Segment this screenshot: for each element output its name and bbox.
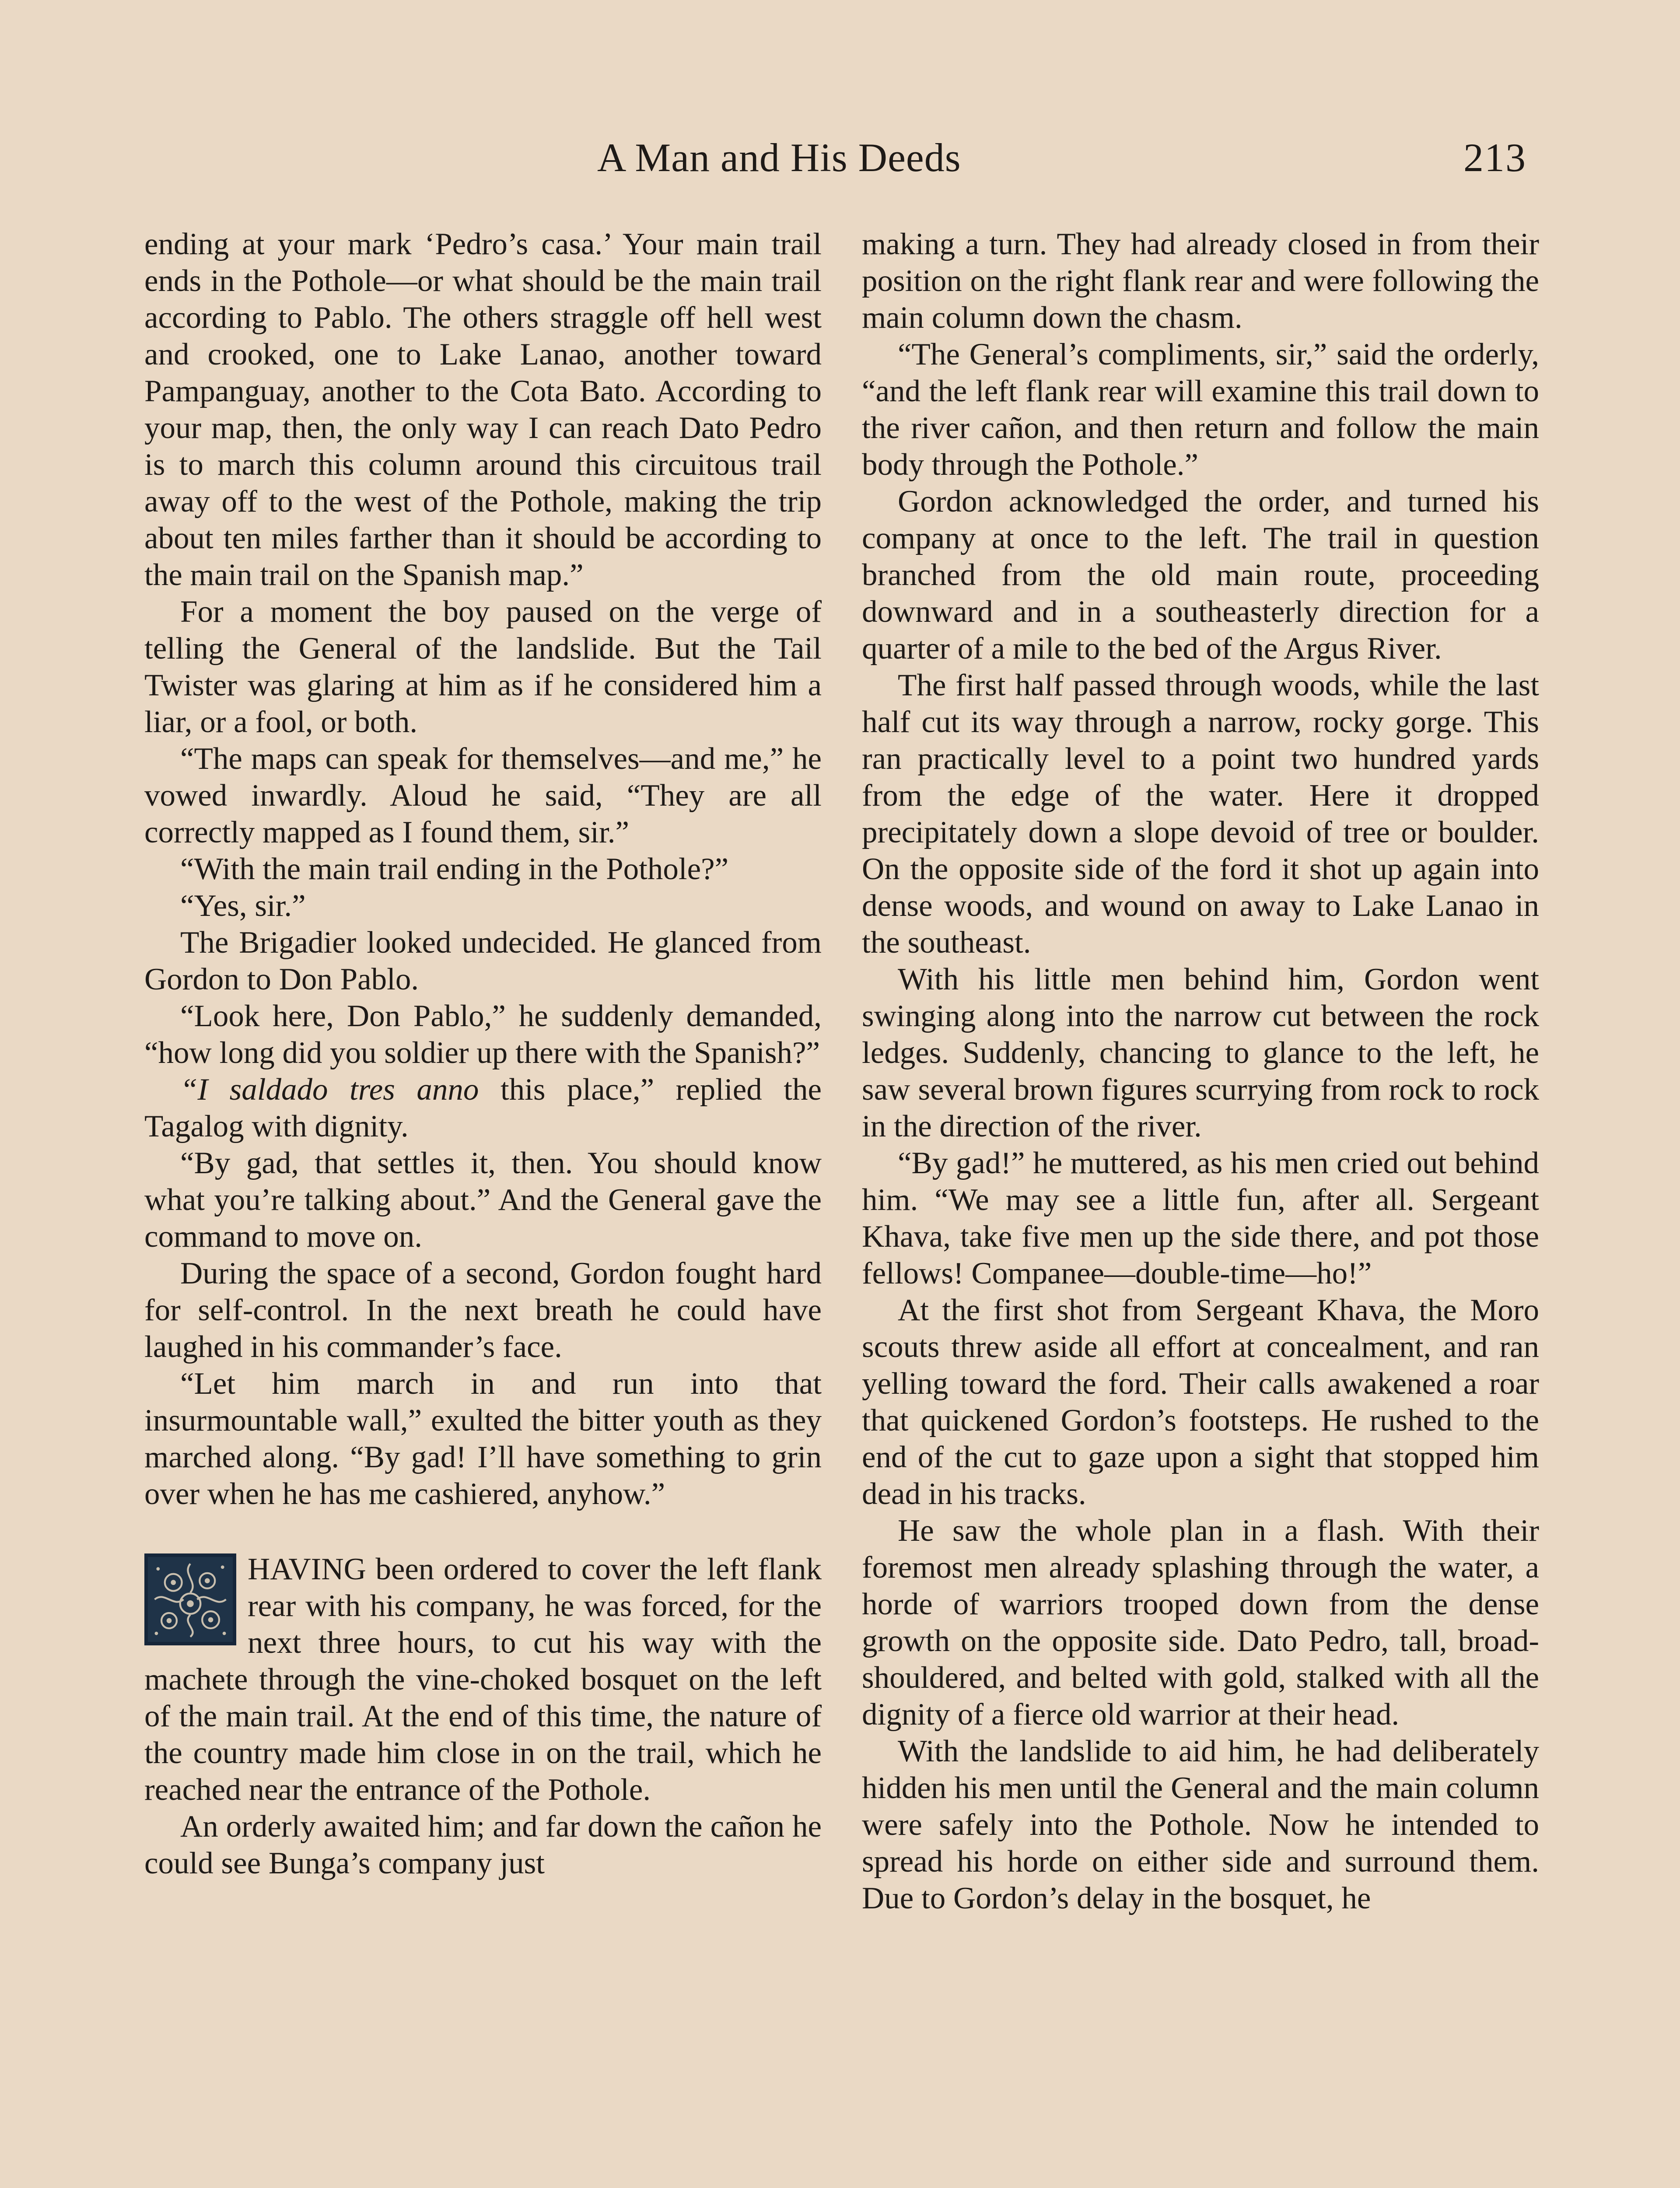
paragraph: “With the main trail ending in the Pothole?” (180, 852, 729, 886)
page-header (0, 131, 1680, 184)
paragraph: making a turn. They had already closed in from their position on the right flank rear and were following the main column down the chasm. (862, 227, 1539, 335)
paragraph: He saw the whole plan in a flash. With their foremost men already splashing through the water, a horde of warriors trooped down from the dense growth on the opposite side. Dato Pedro, tall, broad-shouldered, and belted with gold, stalked with all the dignity of a fierce old warrior at their head. (862, 1514, 1539, 1732)
paragraph: The first half passed through woods, while the last half cut its way through a narrow, rocky gorge. This ran practically level to a point two hundred yards from the edge of the water. Here it dropped precipitately down a slope devoid of tree or boulder. On the opposite side of the ford it shot up again into dense woods, and wound on away to Lake Lanao in the southeast. (862, 668, 1539, 960)
paragraph: ending at your mark ‘Pedro’s casa.’ Your main trail ends in the Pothole—or what should be the main trail according to Pablo. The others straggle off hell west and crooked, one to Lake Lanao, another toward Pampanguay, another to the Cota Bato. According to your map, then, the only way I can reach Dato Pedro is to march this column around this circuitous trail away off to the west of the Pothole, making the trip about ten miles farther than it should be according to the main trail on the Spanish map.” (144, 227, 822, 592)
paragraph: At the first shot from Sergeant Khava, the Moro scouts threw aside all effort at concealment, and ran yelling toward the ford. Their calls awakened a roar that quickened Gordon’s footsteps. He rushed to the end of the cut to gaze upon a sight that stopped him dead in his tracks. (862, 1293, 1539, 1511)
paragraph: “By gad, that settles it, then. You should know what you’re talking about.” And the General gave the command to move on. (144, 1146, 822, 1254)
paragraph: “The General’s compliments, sir,” said the orderly, “and the left flank rear will examine this trail down to the river cañon, and then return and follow the main body through the Pothole.” (862, 337, 1539, 482)
paragraph: During the space of a second, Gordon fought hard for self-control. In the next breath he could have laughed in his commander’s face. (144, 1256, 822, 1364)
ornament-drop-cap (144, 1553, 236, 1645)
paragraph (144, 1551, 822, 1808)
italic-dialogue: “I saldado tres anno (180, 1073, 479, 1107)
right-column (862, 226, 1539, 2188)
page-number: 213 (1463, 135, 1526, 180)
paragraph: “Look here, Don Pablo,” he suddenly demanded, “how long did you soldier up there with the Spanish?” (144, 999, 822, 1070)
paragraph: With the landslide to aid him, he had deliberately hidden his men until the General and the main column were safely into the Pothole. Now he intended to spread his horde on either side and surround them. Due to Gordon’s delay in the bosquet, he (862, 1734, 1539, 1915)
paragraph: “The maps can speak for themselves—and me,” he vowed inwardly. Aloud he said, “They are all correctly mapped as I found them, sir.” (144, 742, 822, 849)
section-start (144, 1551, 822, 1808)
section-lead-word: HAVING (248, 1552, 366, 1586)
floral-ornament-icon (148, 1557, 233, 1642)
paragraph: For a moment the boy paused on the verge of telling the General of the landslide. But the Tail Twister was glaring at him as if he considered him a liar, or a fool, or both. (144, 595, 822, 739)
paragraph: With his little men behind him, Gordon went swinging along into the narrow cut between the rock ledges. Suddenly, chancing to glance to the left, he saw several brown figures scurrying from rock to rock in the direction of the river. (862, 962, 1539, 1143)
paragraph: “Let him march in and run into that insurmountable wall,” exulted the bitter youth as they marched along. “By gad! I’ll have something to grin over when he has me cashiered, anyhow.” (144, 1367, 822, 1511)
left-column (144, 226, 822, 2188)
paragraph (144, 1071, 822, 1145)
paragraph: An orderly awaited him; and far down the cañon he could see Bunga’s company just (144, 1809, 822, 1880)
paragraph: “Yes, sir.” (180, 889, 306, 923)
running-title: A Man and His Deeds (597, 135, 961, 180)
paragraph-text: been ordered to cover the left flank rear with his company, he was forced, for the next three hours, to cut his way with the machete through the vine-choked bosquet on the left of the main trail. At the end of this time, the nature of the country made him close in on the trail, which he reached near the entrance of the Pothole. (144, 1552, 822, 1807)
paragraph: “By gad!” he muttered, as his men cried out behind him. “We may see a little fun, after all. Sergeant Khava, take five men up the side there, and pot those fellows! Companee—double-time—ho!” (862, 1146, 1539, 1290)
paragraph-text: this place,” replied the Tagalog with dignity. (144, 1073, 822, 1143)
paragraph: Gordon acknowledged the order, and turned his company at once to the left. The trail in question branched from the old main route, proceeding downward and in a southeasterly direction for a quarter of a mile to the bed of the Argus River. (862, 484, 1539, 666)
paragraph: The Brigadier looked undecided. He glanced from Gordon to Don Pablo. (144, 926, 822, 996)
